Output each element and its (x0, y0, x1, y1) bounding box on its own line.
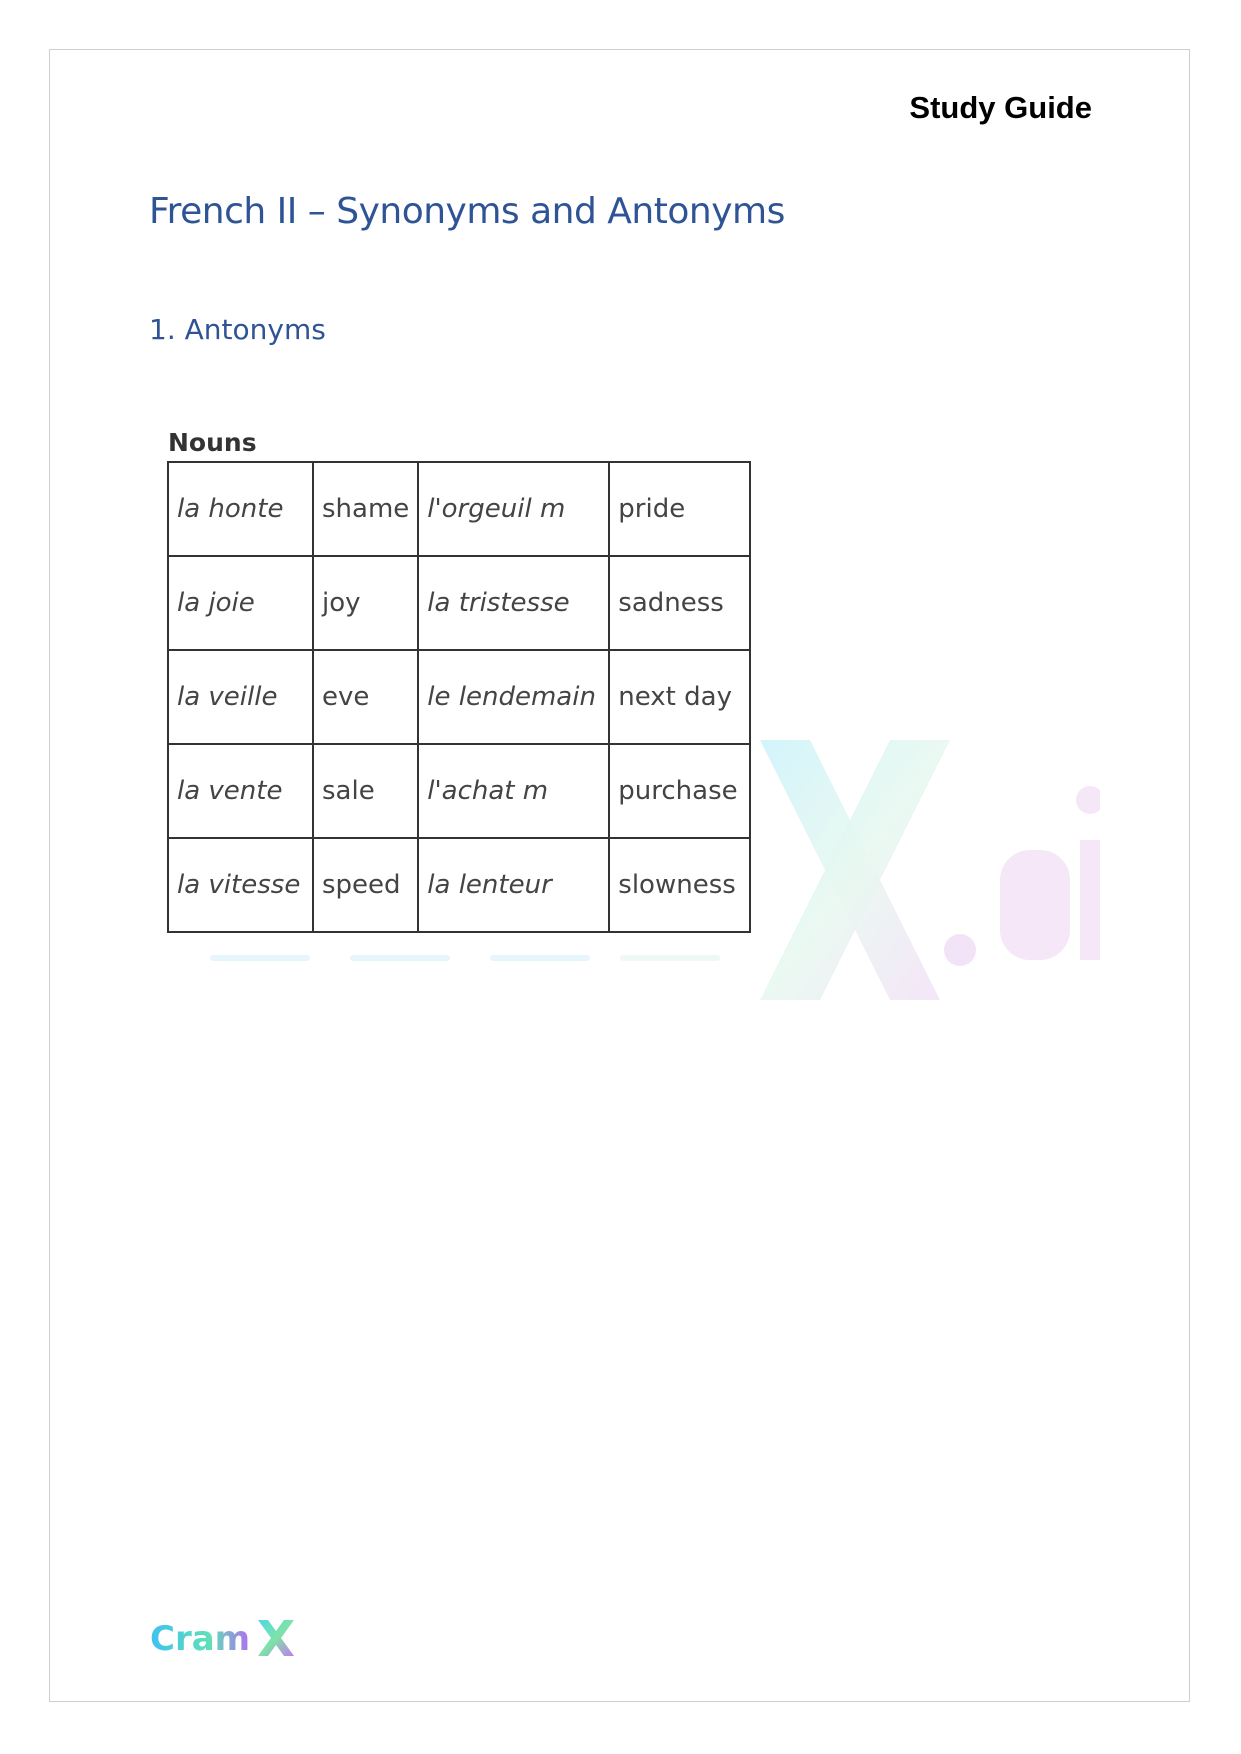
table-row (168, 650, 750, 744)
french-word-cell: la vente (168, 744, 313, 838)
section-heading-antonyms: 1. Antonyms (149, 313, 326, 346)
french-word-cell: la honte (168, 462, 313, 556)
french-word-cell: la vitesse (168, 838, 313, 932)
table-caption-nouns: Nouns (168, 428, 257, 457)
english-word-cell: joy (313, 556, 418, 650)
english-word-cell: speed (313, 838, 418, 932)
cramx-logo (148, 1612, 298, 1662)
logo-wordmark: Cram (150, 1619, 251, 1659)
logo-x-mark (258, 1620, 294, 1656)
english-antonym-cell: slowness (609, 838, 750, 932)
french-antonym-cell: la tristesse (418, 556, 609, 650)
english-antonym-cell: pride (609, 462, 750, 556)
french-antonym-cell: la lenteur (418, 838, 609, 932)
french-antonym-cell: l'orgeuil m (418, 462, 609, 556)
table-row (168, 838, 750, 932)
document-title: French II – Synonyms and Antonyms (149, 191, 785, 232)
english-word-cell: sale (313, 744, 418, 838)
table-row (168, 556, 750, 650)
study-guide-label: Study Guide (909, 90, 1092, 125)
english-antonym-cell: purchase (609, 744, 750, 838)
french-word-cell: la veille (168, 650, 313, 744)
french-word-cell: la joie (168, 556, 313, 650)
french-antonym-cell: le lendemain (418, 650, 609, 744)
french-antonym-cell: l'achat m (418, 744, 609, 838)
antonyms-table (167, 461, 751, 933)
english-word-cell: shame (313, 462, 418, 556)
table-row (168, 744, 750, 838)
table-row (168, 462, 750, 556)
english-antonym-cell: next day (609, 650, 750, 744)
english-antonym-cell: sadness (609, 556, 750, 650)
english-word-cell: eve (313, 650, 418, 744)
